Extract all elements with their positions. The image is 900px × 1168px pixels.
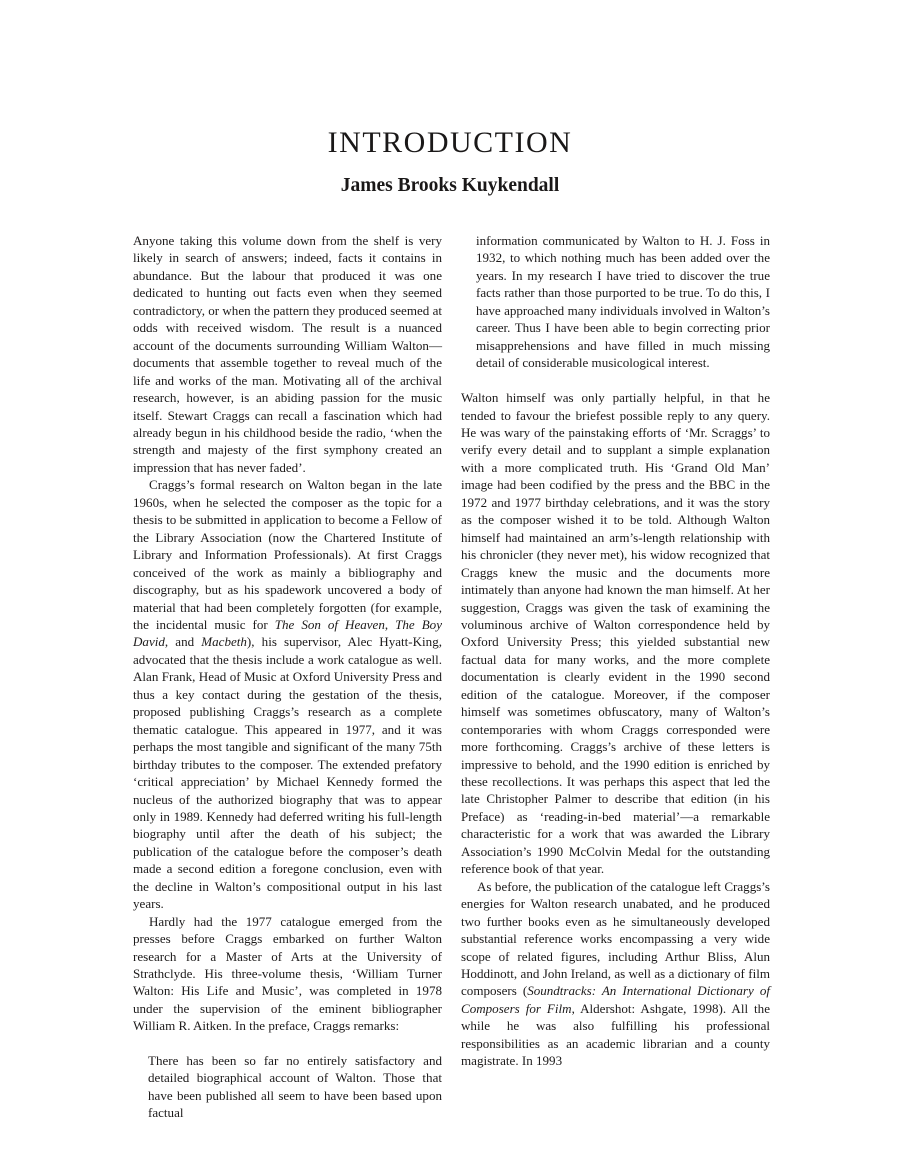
paragraph-formal-research bbox=[133, 476, 442, 912]
paragraph-text: , Aldershot: Ashgate, 1998). All the while he was also fulfilling his professional responsibilities as an academic librarian and a county magistrate. In 1993 bbox=[461, 1000, 770, 1069]
author-name: James Brooks Kuykendall bbox=[340, 175, 560, 196]
paragraph-masters-thesis: Hardly had the 1977 catalogue emerged from the presses before Craggs embarked on further Walton research for a Master of Arts at the University of Strathclyde. His three-volume thesis, ‘William Turner Walton: His Life and Music’, was completed in 1978 under the supervision of the eminent bibliographer William R. Aitken. In the preface, Craggs remarks: bbox=[133, 913, 442, 1034]
block-quote-continued: information communicated by Walton to H. J. Foss in 1932, to which nothing much has been added over the years. In my research I have tried to discover the true facts rather than those purported to be true. To do this, I have approached many individuals involved in Walton’s career. Thus I have been able to begin correcting prior misapprehensions and have filled in much missing detail of considerable musicological interest. bbox=[476, 233, 770, 371]
page-title: INTRODUCTION bbox=[327, 126, 573, 159]
work-title: The Son of Heaven bbox=[274, 616, 385, 632]
block-quote: There has been so far no entirely satisfactory and detailed biographical account of Walton. Those that have been published all seem to have been based upon factual bbox=[148, 1052, 442, 1121]
paragraph-walton-helpful: Walton himself was only partially helpful, in that he tended to favour the briefest possible reply to any query. He was wary of the painstaking efforts of ‘Mr. Scraggs’ to verify every detail and to supplant a simple explanation with a more complicated truth. His ‘Grand Old Man’ image had been codified by the press and the BBC in the 1972 and 1977 birthday celebrations, and it was the story as the composer wished it to be told. Although Walton himself had maintained an arm’s-length relationship with his chronicler (they never met), his widow recognized that Craggs knew the music and the documents more intimately than anyone had known the man himself. At her suggestion, Craggs was given the task of examining the voluminous archive of Walton correspondence held by Oxford University Press; this yielded substantial new factual data for many works, and the more complete documentation is clearly evident in the 1990 second edition of the catalogue. Moreover, if the composer himself was sometimes obfuscatory, many of Walton’s contemporaries with whom Craggs corresponded were more forthcoming. Craggs’s archive of these letters is impressive to behold, and the 1990 edition is enriched by these recollections. It was perhaps this aspect that led the late Christopher Palmer to describe that edition (in his Preface) as ‘reading-in-bed material’—a remarkable characteristic for a work that was awarded the Library Association’s 1990 McColvin Medal for the outstanding reference book of that year. bbox=[461, 390, 770, 877]
work-title: Macbeth bbox=[201, 634, 247, 650]
right-column bbox=[461, 232, 770, 1070]
paragraph-text: ), his supervisor, Alec Hyatt-King, advocated that the thesis include a work catalogue as well. Alan Frank, Head of Music at Oxford University Press and thus a key contact during the gestation of the thesis, proposed publishing Craggs’s research as a complete thematic catalogue. This appeared in 1977, and it was perhaps the most tangible and significant of the many 75th birthday tributes to the composer. The extended prefatory ‘critical appreciation’ by Michael Kennedy formed the nucleus of the authorized biography that was to appear only in 1989. Kennedy had deferred writing his full-length biography until after the death of his subject; the publication of the catalogue before the composer’s death made a second edition a foregone conclusion, even with the decline in Walton’s compositional output in his last years. bbox=[133, 634, 442, 912]
work-title: The Boy David bbox=[133, 616, 442, 650]
paragraph-opening: Anyone taking this volume down from the shelf is very likely in search of answers; indeed, facts it contains in abundance. But the labour that produced it was one dedicated to hunting out facts even when they seemed contradictory, or when the pattern they produced seemed at odds with received wisdom. The result is a nuanced account of the documents surrounding William Walton—documents that assemble together to reveal much of the life and works of the man. Motivating all of the archival research, however, is an abiding passion for the music itself. Stewart Craggs can recall a fascination which had already begun in his childhood beside the radio, ‘when the strength and majesty of the first symphony created an impression that has never faded’. bbox=[133, 233, 442, 475]
separator: , bbox=[384, 616, 396, 632]
paragraph-text: Craggs’s formal research on Walton began in the late 1960s, when he selected the composer as the topic for a thesis to be submitted in application to become a Fellow of the Library Association (now the Chartered Institute of Library and Information Professionals). At first Craggs conceived of the work as mainly a bibliography and discography, but as his spadework uncovered a body of material that had been completely forgotten (for example, the incidental music for bbox=[133, 477, 442, 632]
paragraph-as-before bbox=[461, 878, 770, 1070]
paragraph-text: As before, the publication of the catalogue left Craggs’s energies for Walton research unabated, and he produced two further books even as he simultaneously developed substantial reference works encompassing a very wide scope of related figures, including Arthur Bliss, Alun Hoddinott, and John Ireland, as well as a dictionary of film composers ( bbox=[461, 878, 770, 999]
left-column bbox=[133, 232, 442, 1122]
book-title: Soundtracks: An International Dictionary of Composers for Film bbox=[461, 983, 770, 1016]
separator: , and bbox=[164, 634, 202, 650]
